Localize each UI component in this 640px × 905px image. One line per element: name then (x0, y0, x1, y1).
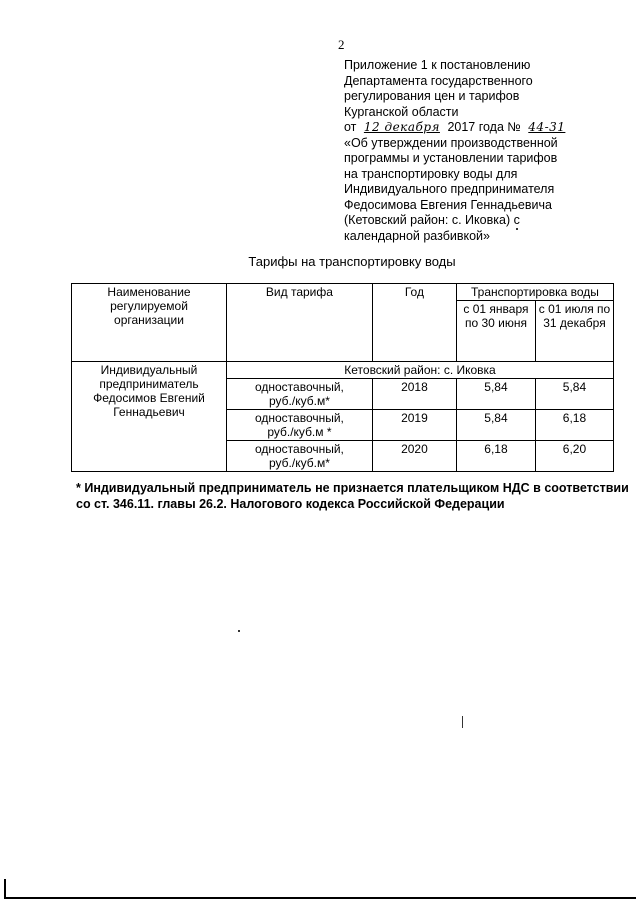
tariff-type-cell (227, 379, 373, 410)
tariff-type-cell (227, 410, 373, 441)
year-cell: 2019 (372, 410, 456, 441)
table-title: Тарифы на транспортировку воды (248, 254, 456, 269)
region-cell: Кетовский район: с. Иковка (227, 362, 614, 379)
second-half-value: 6,18 (535, 410, 613, 441)
date-prefix: от (344, 120, 357, 134)
scan-speck (462, 716, 463, 728)
appendix-block (344, 58, 609, 244)
appendix-line: регулирования цен и тарифов (344, 89, 520, 103)
tariff-type-unit: руб./куб.м* (269, 394, 330, 408)
appendix-line: Департамента государственного (344, 73, 533, 88)
org-name-cell: Индивидуальный предприниматель Федосимов Евгений Геннадьевич (72, 362, 227, 472)
appendix-line: Курганской области (344, 104, 459, 119)
table-header-row (72, 284, 614, 301)
first-half-value: 5,84 (456, 410, 535, 441)
tariff-type-cell (227, 441, 373, 472)
scan-speck (516, 228, 518, 230)
handwritten-number: 44-31 (528, 120, 566, 134)
appendix-line: Приложение 1 к постановлению (344, 58, 531, 72)
first-half-value: 5,84 (456, 379, 535, 410)
appendix-line: «Об утверждении производственной (344, 135, 558, 150)
decree-date-line (344, 120, 609, 136)
year-cell: 2018 (372, 379, 456, 410)
scan-border-bottom (4, 897, 636, 899)
header-second-half: с 01 июля по 31 декабря (535, 301, 613, 362)
appendix-line: календарной разбивкой» (344, 228, 490, 243)
appendix-line: (Кетовский район: с. Иковка) с (344, 213, 520, 227)
tariff-type-line: одноставочный, (254, 380, 344, 394)
tariff-type-line: одноставочный, (254, 442, 344, 456)
appendix-line: на транспортировку воды для (344, 166, 518, 181)
handwritten-date: 12 декабря (363, 120, 440, 134)
year-cell: 2020 (372, 441, 456, 472)
footnote-line: со ст. 346.11. главы 26.2. Налогового кодекса Российской Федерации (76, 496, 505, 511)
appendix-line: программы и установлении тарифов (344, 151, 558, 165)
tariff-table (71, 283, 614, 472)
header-year: Год (372, 284, 456, 362)
header-first-half: с 01 января по 30 июня (456, 301, 535, 362)
second-half-value: 5,84 (535, 379, 613, 410)
page-number: 2 (338, 37, 345, 52)
header-tariff-type: Вид тарифа (227, 284, 373, 362)
tariff-type-unit: руб./куб.м* (269, 456, 330, 470)
appendix-line: Индивидуального предпринимателя (344, 182, 555, 196)
scan-speck (238, 630, 240, 632)
second-half-value: 6,20 (535, 441, 613, 472)
tariff-type-line: одноставочный, (254, 411, 344, 425)
scan-border-left (4, 879, 6, 899)
footnote-line: * Индивидуальный предприниматель не признается плательщиком НДС в соответствии (76, 481, 629, 495)
footnote (76, 481, 629, 512)
table-row (72, 362, 614, 379)
tariff-type-unit: руб./куб.м * (267, 425, 332, 439)
appendix-line: Федосимова Евгения Геннадьевича (344, 197, 552, 212)
header-org: Наименование регулируемой организации (72, 284, 227, 362)
year-text: 2017 года № (447, 120, 521, 134)
first-half-value: 6,18 (456, 441, 535, 472)
header-transport: Транспортировка воды (456, 284, 613, 301)
